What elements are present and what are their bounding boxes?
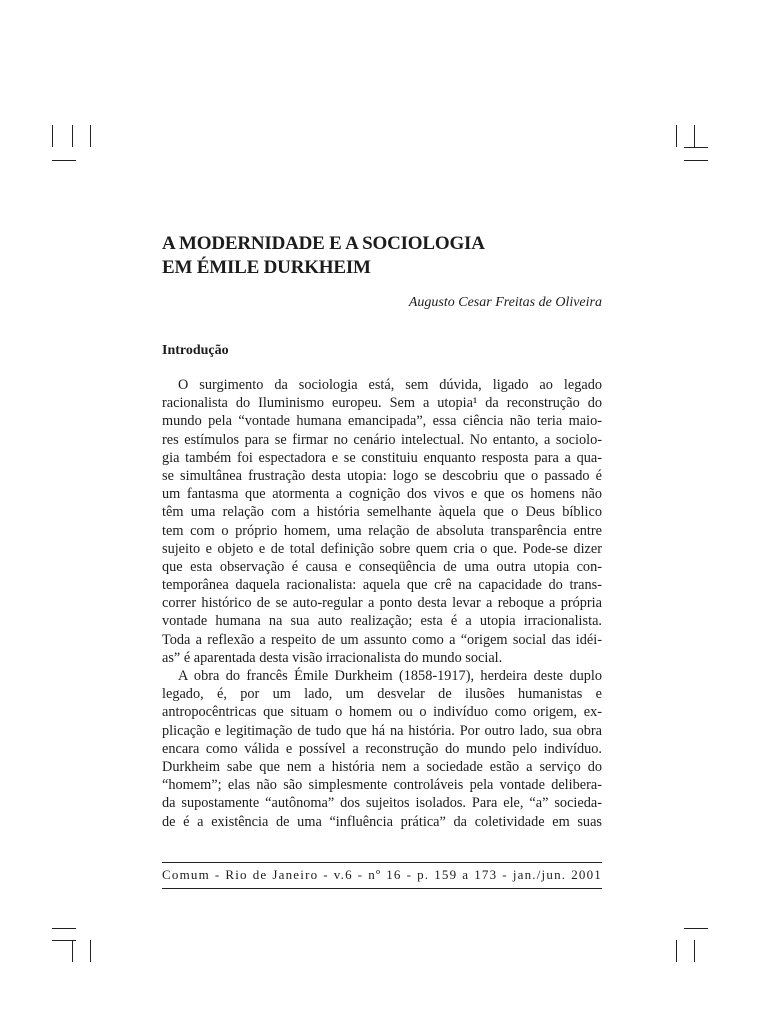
text-line: que esta observação é causa e conseqüência de uma outra utopia con-: [162, 558, 602, 575]
crop-mark: [676, 940, 677, 962]
crop-mark: [72, 940, 73, 962]
crop-mark: [90, 125, 91, 147]
text-line: legado, é, por um lado, um desvelar de ilusões humanistas e: [162, 686, 602, 703]
crop-mark: [52, 160, 76, 161]
text-line: da supostamente “autônoma” dos sujeitos isolados. Para ele, “a” socieda-: [162, 795, 602, 812]
text-line: O surgimento da sociologia está, sem dúvida, ligado ao legado: [178, 377, 602, 393]
text-line: res estímulos para se firmar no cenário intelectual. No entanto, a sociolo-: [162, 431, 602, 448]
text-line: gia também foi espectadora e se constituiu enquanto resposta para a qua-: [162, 449, 602, 466]
crop-mark: [694, 125, 695, 147]
crop-mark: [684, 160, 708, 161]
text-line: as” é aparentada desta visão irracionalista do mundo social.: [162, 649, 503, 666]
text-line: vontade humana na sua auto realização; esta é a utopia irracionalista.: [162, 613, 602, 630]
text-line: plicação e legitimação de tudo que há na história. Por outro lado, sua obra: [162, 722, 602, 739]
text-line: temporânea daquela racionalista: aquela que crê na capacidade do trans-: [162, 577, 602, 594]
crop-mark: [52, 125, 53, 147]
article-title: [162, 232, 602, 280]
text-line: Durkheim sabe que nem a história nem a sociedade estão a serviço do: [162, 758, 602, 775]
article-author: Augusto Cesar Freitas de Oliveira: [408, 295, 602, 310]
section-heading: Introdução: [162, 343, 229, 358]
crop-mark: [684, 928, 708, 929]
text-line: mundo pela “vontade humana emancipada”, essa ciência não teria maio-: [162, 413, 602, 430]
text-line: “homem”; elas não são simplesmente controláveis pela vontade delibera-: [162, 777, 602, 794]
text-line: correr histórico de se auto-regular a ponto desta levar a reboque a própria: [162, 595, 602, 612]
footer-citation: Comum - Rio de Janeiro - v.6 - nº 16 - p. 159 a 173 - jan./jun. 2001: [162, 867, 602, 882]
crop-mark: [52, 928, 76, 929]
article-title-line: EM ÉMILE DURKHEIM: [162, 257, 371, 278]
text-line: Toda a reflexão a respeito de um assunto como a “origem social das idéi-: [162, 631, 602, 648]
text-line: um fantasma que atormenta a cognição dos vivos e que os homens não: [162, 486, 602, 503]
text-line: tem com o próprio homem, uma relação de absoluta transparência entre: [162, 522, 602, 539]
text-line: antropocêntricas que situam o homem ou o indivíduo como origem, ex-: [162, 704, 602, 721]
text-line: têm uma relação com a história semelhante àquela que o Deus bíblico: [162, 504, 602, 521]
crop-mark: [684, 147, 708, 148]
crop-mark: [676, 125, 677, 147]
crop-mark: [694, 940, 695, 962]
text-line: A obra do francês Émile Durkheim (1858-1917), herdeira deste duplo: [178, 668, 602, 684]
footer-rule-bottom: [162, 888, 602, 889]
article-title-line: A MODERNIDADE E A SOCIOLOGIA: [162, 233, 485, 254]
article-body: [162, 376, 602, 831]
text-line: se simultânea frustração desta utopia: logo se descobriu que o passado é: [162, 467, 602, 484]
footer-rule-top: [162, 862, 602, 863]
text-line: de é a existência de uma “influência prática” da coletividade em suas: [162, 813, 602, 830]
text-line: racionalista do Iluminismo europeu. Sem a utopia¹ da reconstrução do: [162, 395, 602, 412]
text-line: sujeito e objeto e de total definição sobre quem cria o que. Pode-se dizer: [162, 540, 602, 557]
crop-mark: [90, 940, 91, 962]
text-line: encara como válida e possível a reconstrução do mundo pelo indivíduo.: [162, 740, 602, 757]
crop-mark: [72, 125, 73, 147]
